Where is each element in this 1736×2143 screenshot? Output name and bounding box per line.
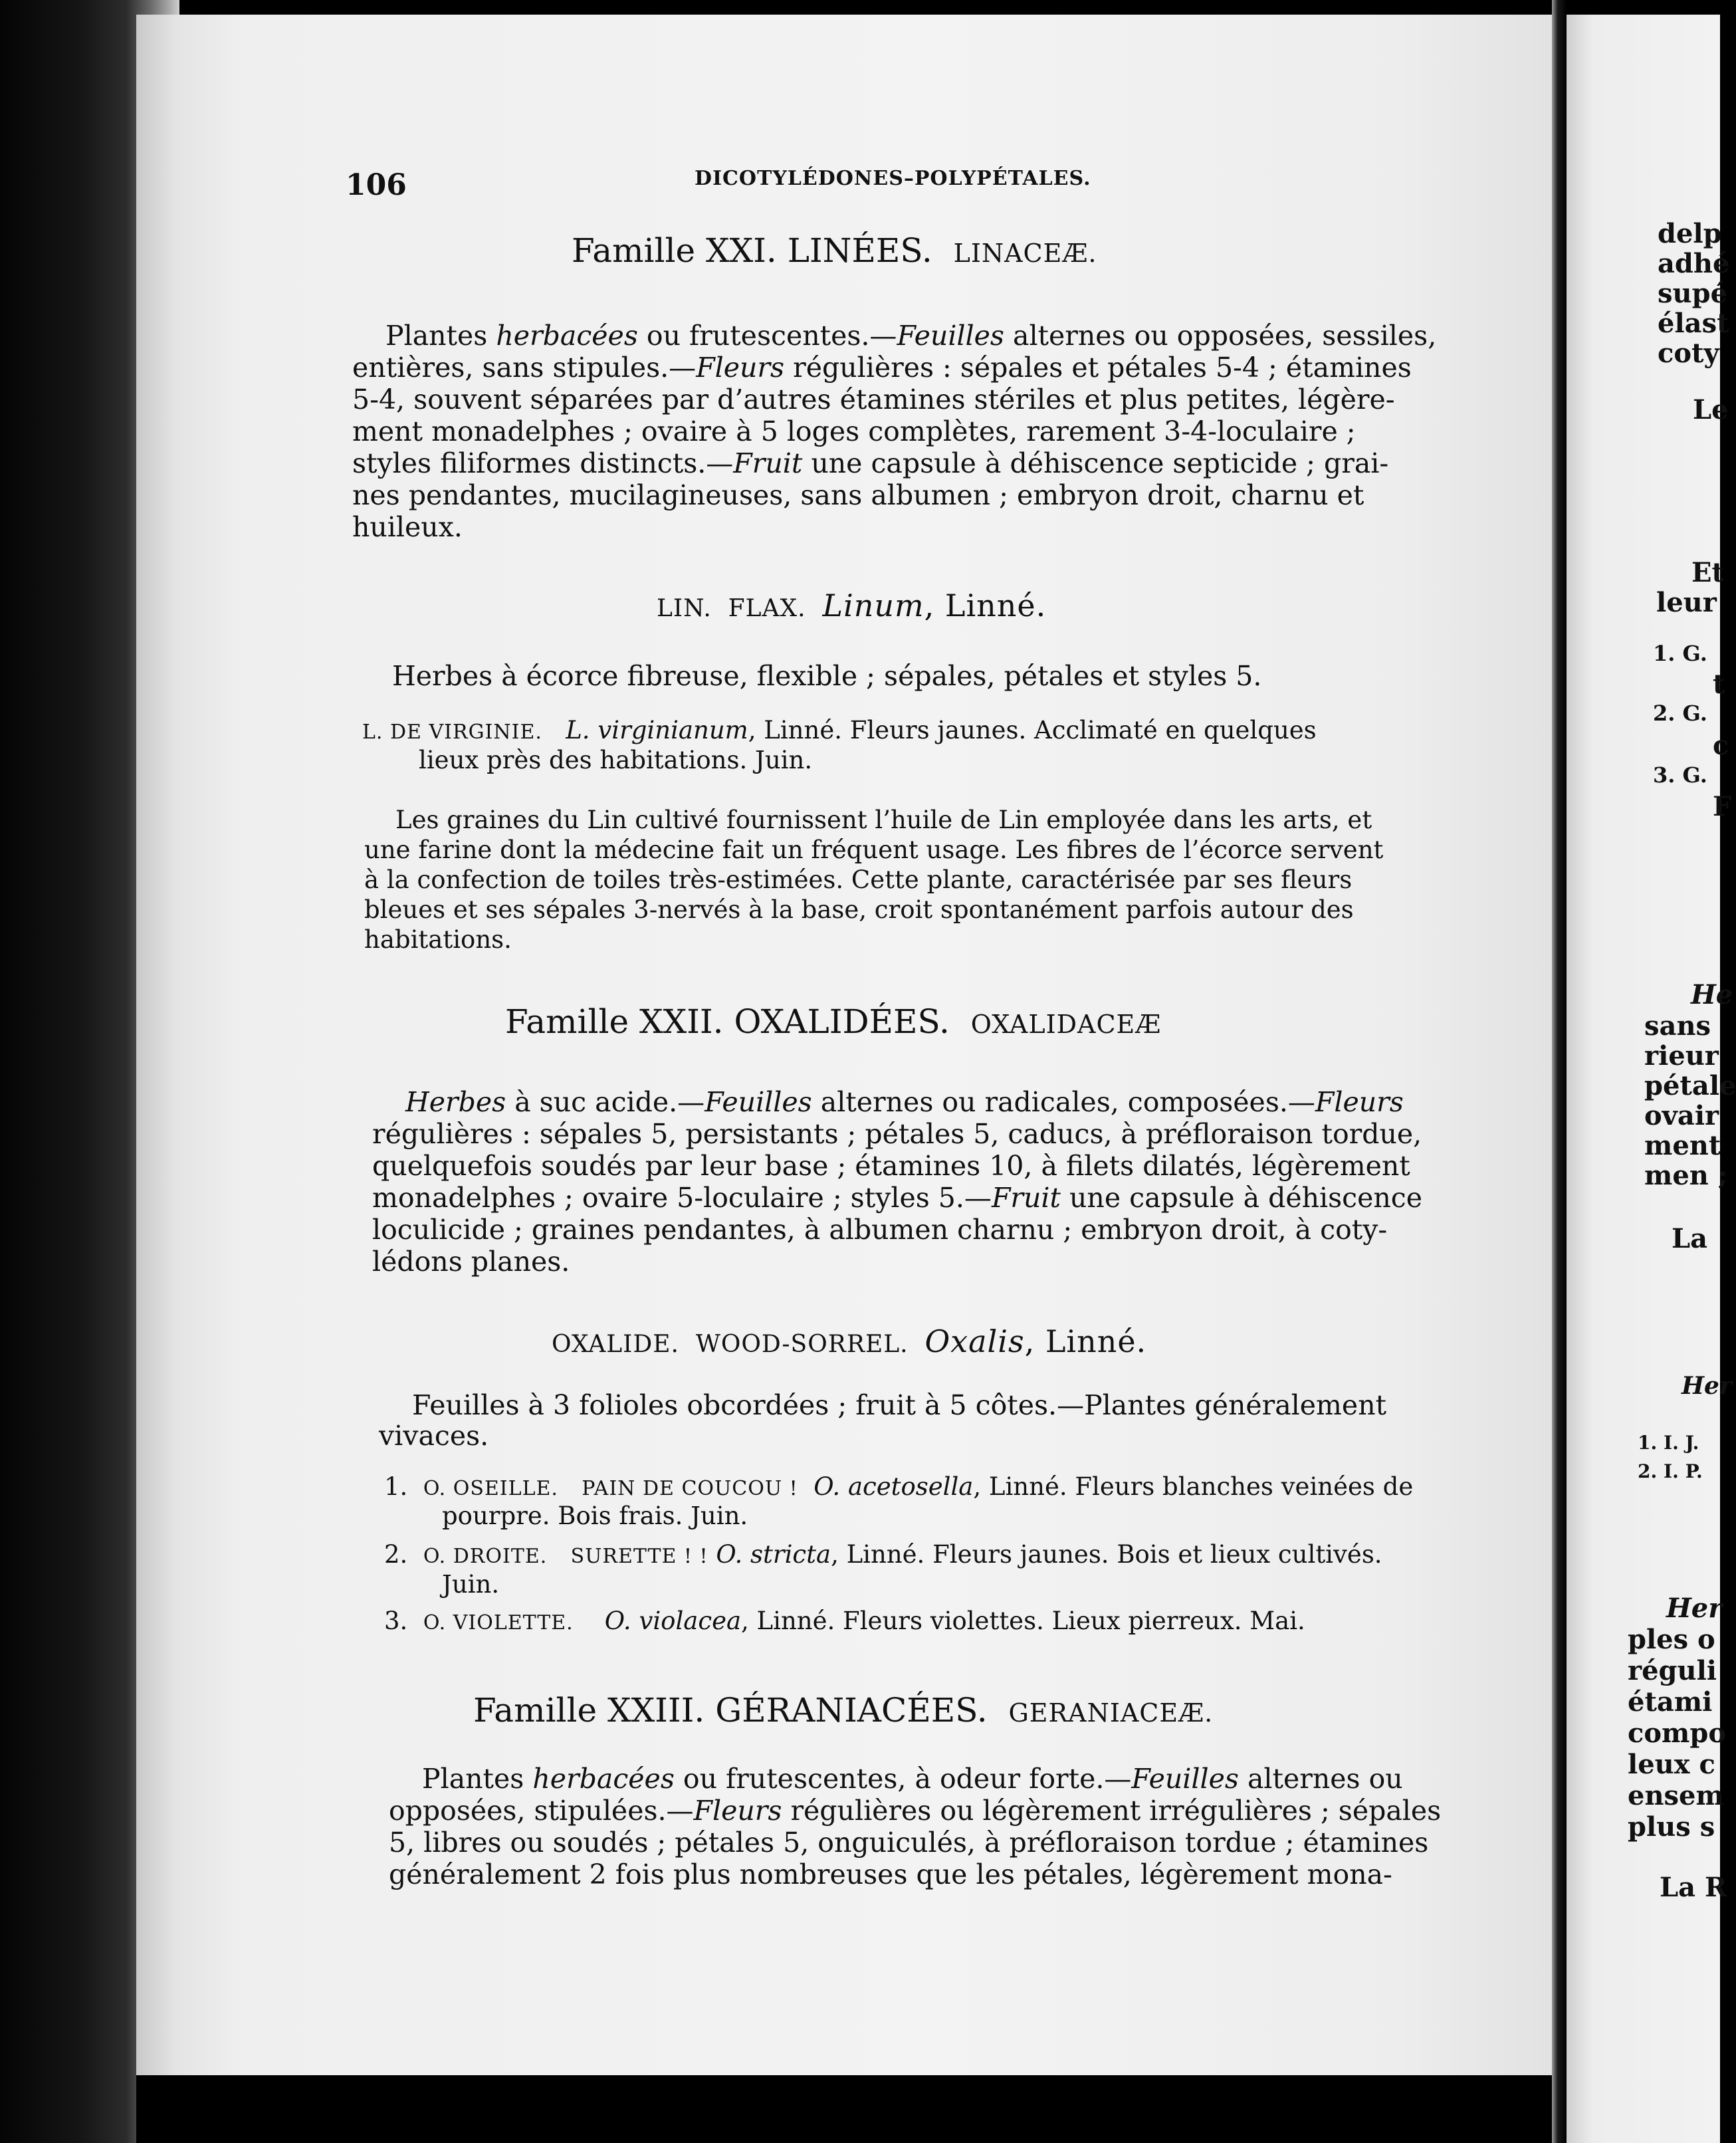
species-entry-cont: pourpre. Bois frais. Juin. bbox=[442, 1502, 748, 1530]
fragment: ovair bbox=[1644, 1100, 1719, 1131]
family-heading bbox=[473, 1691, 1214, 1730]
fragment: pétale bbox=[1644, 1070, 1736, 1101]
text-line: Herbes à suc acide.—Feuilles alternes ou radicales, composées.—Fleurs bbox=[405, 1086, 1404, 1118]
scan-frame-top bbox=[0, 0, 1720, 15]
fragment: adhé bbox=[1658, 248, 1730, 279]
species-entry: 2. O. DROITE. SURETTE ! ! O. stricta, Linné. Fleurs jaunes. Bois et lieux cultivés. bbox=[384, 1540, 1382, 1569]
text-line: entières, sans stipules.—Fleurs régulières : sépales et pétales 5-4 ; étamines bbox=[352, 352, 1412, 384]
text-line: Plantes herbacées ou frutescentes, à odeur forte.—Feuilles alternes ou bbox=[422, 1763, 1403, 1795]
fragment: Et bbox=[1691, 557, 1724, 588]
note-line: une farine dont la médecine fait un fréquent usage. Les fibres de l’écorce servent bbox=[364, 836, 1384, 864]
note-line: bleues et ses sépales 3-nervés à la base, croit spontanément parfois autour des bbox=[364, 895, 1354, 924]
fragment: Her bbox=[1666, 1593, 1723, 1624]
species-entry-cont: Juin. bbox=[442, 1570, 500, 1599]
genus-description: Feuilles à 3 folioles obcordées ; fruit à 5 côtes.—Plantes généralement bbox=[412, 1389, 1387, 1421]
text-line: styles filiformes distincts.—Fruit une capsule à déhiscence septicide ; grai- bbox=[352, 447, 1389, 479]
fragment: ensem bbox=[1628, 1780, 1724, 1811]
note-line: habitations. bbox=[364, 925, 512, 954]
fragment: réguli bbox=[1628, 1655, 1717, 1686]
note-line: Les graines du Lin cultivé fournissent l’huile de Lin employée dans les arts, et bbox=[395, 806, 1372, 834]
fragment: étami bbox=[1628, 1686, 1713, 1718]
genus-heading: OXALIDE. WOOD-SORREL. Oxalis, Linné. bbox=[552, 1323, 1147, 1359]
fragment: c bbox=[1713, 730, 1729, 761]
family-heading bbox=[572, 231, 1097, 270]
fragment: 3. G. bbox=[1653, 762, 1707, 788]
species-entry: 3. O. VIOLETTE. O. violacea, Linné. Fleurs violettes. Lieux pierreux. Mai. bbox=[384, 1607, 1305, 1635]
fragment: delp bbox=[1658, 218, 1722, 249]
family-heading bbox=[505, 1002, 1162, 1041]
facing-page bbox=[1567, 15, 1736, 2143]
species-entry-cont: lieux près des habitations. Juin. bbox=[419, 746, 813, 774]
species-entry: 1. O. OSEILLE. PAIN DE COUCOU ! O. acetosella, Linné. Fleurs blanches veinées de bbox=[384, 1472, 1414, 1501]
fragment: t bbox=[1713, 669, 1725, 700]
fragment: leur bbox=[1656, 587, 1717, 618]
text-line: quelquefois soudés par leur base ; étamines 10, à filets dilatés, légèrement bbox=[372, 1150, 1410, 1182]
scan-frame-bottom bbox=[136, 2075, 1552, 2143]
fragment: 2. I. P. bbox=[1638, 1460, 1703, 1482]
text-line: 5-4, souvent séparées par d’autres étamines stériles et plus petites, légère- bbox=[352, 384, 1395, 415]
family-title: Famille XXI. LINÉES. bbox=[572, 231, 932, 270]
fragment: 1. I. J. bbox=[1638, 1432, 1699, 1454]
text-line: monadelphes ; ovaire 5-loculaire ; styles 5.—Fruit une capsule à déhiscence bbox=[372, 1182, 1423, 1214]
fragment: Her bbox=[1682, 1372, 1732, 1400]
text-line: généralement 2 fois plus nombreuses que les pétales, légèrement mona- bbox=[389, 1859, 1392, 1890]
fragment: ment bbox=[1644, 1130, 1721, 1161]
family-title: Famille XXII. OXALIDÉES. bbox=[505, 1002, 950, 1041]
text-line: lédons planes. bbox=[372, 1246, 570, 1278]
fragment: leux c bbox=[1628, 1749, 1715, 1780]
text-line: Plantes herbacées ou frutescentes.—Feuilles alternes ou opposées, sessiles, bbox=[385, 320, 1437, 352]
fragment: compo bbox=[1628, 1718, 1727, 1749]
genus-description: vivaces. bbox=[379, 1420, 489, 1452]
text-line: ment monadelphes ; ovaire à 5 loges complètes, rarement 3-4-loculaire ; bbox=[352, 415, 1356, 447]
running-title: DICOTYLÉDONES–POLYPÉTALES. bbox=[695, 167, 1091, 190]
fragment: 2. G. bbox=[1653, 701, 1707, 726]
species-entry: L. DE VIRGINIE. L. virginianum, Linné. Fleurs jaunes. Acclimaté en quelques bbox=[362, 716, 1317, 744]
fragment: La R bbox=[1660, 1872, 1727, 1903]
text-line: loculicide ; graines pendantes, à albumen charnu ; embryon droit, à coty- bbox=[372, 1214, 1388, 1246]
page-number: 106 bbox=[346, 168, 407, 202]
text-line: nes pendantes, mucilagineuses, sans albumen ; embryon droit, charnu et bbox=[352, 479, 1364, 511]
family-latin: LINACEÆ. bbox=[953, 239, 1097, 268]
fragment: He bbox=[1691, 979, 1733, 1010]
text-line: 5, libres ou soudés ; pétales 5, onguiculés, à préfloraison tordue ; étamines bbox=[389, 1827, 1429, 1859]
fragment: La bbox=[1672, 1223, 1708, 1254]
fragment: coty bbox=[1658, 338, 1719, 369]
fragment: F bbox=[1713, 791, 1732, 822]
genus-heading: LIN. FLAX. Linum, Linné. bbox=[657, 588, 1047, 623]
fragment: ples o bbox=[1628, 1624, 1715, 1655]
fragment: 1. G. bbox=[1653, 641, 1707, 666]
note-line: à la confection de toiles très-estimées. Cette plante, caractérisée par ses fleurs bbox=[364, 865, 1353, 894]
fragment: supé bbox=[1658, 278, 1728, 309]
family-latin: GERANIACEÆ. bbox=[1008, 1698, 1214, 1728]
family-latin: OXALIDACEÆ bbox=[970, 1010, 1162, 1039]
fragment: Le bbox=[1693, 394, 1729, 425]
fragment: sans bbox=[1644, 1010, 1711, 1042]
text-line: régulières : sépales 5, persistants ; pétales 5, caducs, à préfloraison tordue, bbox=[372, 1118, 1422, 1150]
book-gutter bbox=[1552, 0, 1567, 2143]
genus-description: Herbes à écorce fibreuse, flexible ; sépales, pétales et styles 5. bbox=[392, 660, 1262, 692]
fragment: rieur bbox=[1644, 1040, 1719, 1072]
fragment: plus s bbox=[1628, 1811, 1715, 1843]
text-line: huileux. bbox=[352, 511, 463, 543]
fragment: men ; bbox=[1644, 1160, 1728, 1191]
fragment: élast bbox=[1658, 308, 1729, 339]
text-line: opposées, stipulées.—Fleurs régulières ou légèrement irrégulières ; sépales bbox=[389, 1795, 1442, 1827]
family-title: Famille XXIII. GÉRANIACÉES. bbox=[473, 1691, 988, 1730]
